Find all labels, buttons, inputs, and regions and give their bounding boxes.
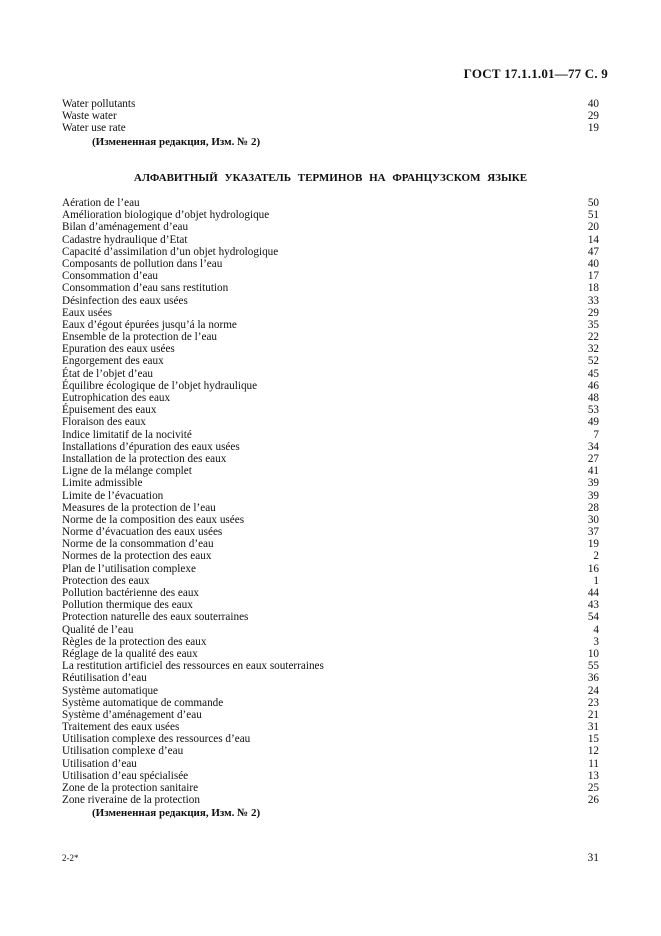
index-entry [62, 331, 599, 343]
entry-page-number: 53 [587, 404, 599, 417]
index-entry [62, 490, 599, 502]
entry-page-number: 39 [587, 489, 599, 502]
index-entry [62, 648, 599, 660]
entry-term: Protection naturelle des eaux souterraines [62, 611, 249, 624]
entry-page-number: 51 [587, 209, 599, 222]
entry-page-number: 20 [587, 221, 599, 234]
entry-page-number: 45 [587, 367, 599, 380]
index-entry [62, 307, 599, 319]
entry-term: Ligne de la mélange complet [62, 465, 192, 478]
index-entry [62, 380, 599, 392]
entry-term: Composants de pollution dans l’eau [62, 257, 223, 270]
index-entry [62, 770, 599, 782]
entry-page-number: 32 [587, 343, 599, 356]
index-entry [62, 624, 599, 636]
entry-page-number: 40 [587, 98, 599, 110]
entry-page-number: 25 [587, 782, 599, 794]
entry-term: Système automatique de commande [62, 696, 224, 709]
entry-page-number: 50 [587, 197, 599, 209]
index-entry [62, 611, 599, 623]
entry-page-number: 23 [587, 696, 599, 709]
entry-page-number: 3 [593, 635, 599, 648]
entry-term: Engorgement des eaux [62, 355, 164, 368]
entry-term: Limite admissible [62, 477, 143, 490]
entry-term: Capacité d’assimilation d’un objet hydrologique [62, 245, 279, 258]
index-entry [62, 721, 599, 733]
entry-term: Norme d’évacuation des eaux usées [62, 526, 223, 539]
french-term-index [62, 197, 599, 820]
entry-page-number: 10 [587, 647, 599, 660]
index-entry [62, 355, 599, 367]
entry-term: Norme de la consommation d’eau [62, 538, 214, 551]
entry-page-number: 37 [587, 526, 599, 539]
entry-page-number: 55 [587, 660, 599, 673]
index-entry [62, 221, 599, 233]
entry-page-number: 29 [587, 306, 599, 319]
index-entry [62, 122, 599, 134]
entry-page-number: 27 [587, 452, 599, 465]
entry-term: Amélioration biologique d’objet hydrologique [62, 209, 270, 222]
index-entry [62, 599, 599, 611]
entry-term: Système automatique [62, 684, 159, 697]
entry-page-number: 52 [587, 355, 599, 368]
entry-page-number: 7 [593, 428, 599, 441]
entry-term: Utilisation d’eau spécialisée [62, 769, 189, 782]
entry-term: Pollution thermique des eaux [62, 599, 193, 612]
entry-page-number: 47 [587, 245, 599, 258]
entry-term: Qualité de l’eau [62, 623, 134, 636]
index-entry [62, 758, 599, 770]
section-title: АЛФАВИТНЫЙ УКАЗАТЕЛЬ ТЕРМИНОВ НА ФРАНЦУЗСКОМ ЯЗЫКЕ [133, 172, 528, 184]
entry-page-number: 36 [587, 672, 599, 685]
index-entry [62, 526, 599, 538]
entry-term: Ensemble de la protection de l’eau [62, 331, 218, 344]
index-entry [62, 197, 599, 209]
index-entry [62, 429, 599, 441]
index-entry [62, 258, 599, 270]
index-entry [62, 685, 599, 697]
revision-note: (Измененная редакция, Изм. № 2) [92, 807, 261, 820]
index-entry [62, 368, 599, 380]
entry-page-number: 15 [587, 733, 599, 746]
entry-term: Eaux d’égout épurées jusqu’á la norme [62, 318, 237, 331]
index-entry [62, 782, 599, 794]
entry-term: Désinfection des eaux usées [62, 294, 188, 307]
entry-term: État de l’objet d’eau [62, 367, 154, 380]
entry-term: Waste water [62, 110, 117, 123]
page-header: ГОСТ 17.1.1.01—77 С. 9 [463, 66, 608, 81]
entry-term: Règles de la protection des eaux [62, 635, 207, 648]
index-entry [62, 209, 599, 221]
entry-page-number: 41 [587, 465, 599, 478]
entry-page-number: 18 [587, 282, 599, 295]
entry-term: Réglage de la qualité des eaux [62, 647, 198, 660]
entry-term: Consommation d’eau sans restitution [62, 282, 229, 295]
index-entry [62, 636, 599, 648]
entry-page-number: 43 [587, 599, 599, 612]
entry-page-number: 48 [587, 392, 599, 404]
entry-term: Eaux usées [62, 306, 113, 319]
entry-term: Measures de la protection de l’eau [62, 501, 216, 514]
entry-term: Installations d’épuration des eaux usées [62, 440, 240, 453]
entry-page-number: 11 [588, 757, 599, 770]
entry-page-number: 46 [587, 379, 599, 392]
index-entry [62, 502, 599, 514]
entry-page-number: 30 [587, 513, 599, 526]
entry-term: Réutilisation d’eau [62, 672, 147, 685]
index-entry [62, 514, 599, 526]
entry-page-number: 44 [587, 587, 599, 599]
index-entry [62, 563, 599, 575]
index-entry [62, 660, 599, 672]
entry-page-number: 2 [593, 550, 599, 563]
entry-page-number: 35 [587, 318, 599, 331]
entry-page-number: 16 [587, 562, 599, 575]
page-number: 31 [587, 852, 599, 864]
index-entry [62, 794, 599, 806]
index-entry [62, 709, 599, 721]
entry-term: Pollution bactérienne des eaux [62, 587, 200, 599]
entry-term: Épuisement des eaux [62, 404, 157, 417]
entry-term: Water pollutants [62, 98, 136, 110]
entry-term: Epuration des eaux usées [62, 343, 175, 356]
entry-term: Traitement des eaux usées [62, 721, 180, 734]
index-entry [62, 282, 599, 294]
entry-term: Limite de l’évacuation [62, 489, 164, 502]
index-entry [62, 246, 599, 258]
index-entry [62, 587, 599, 599]
entry-term: Indice limitatif de la nocivité [62, 428, 192, 441]
entry-term: Floraison des eaux [62, 416, 146, 429]
entry-page-number: 13 [587, 769, 599, 782]
entry-term: Eutrophication des eaux [62, 392, 171, 404]
entry-page-number: 24 [587, 684, 599, 697]
entry-term: Aération de l’eau [62, 197, 140, 209]
revision-note: (Измененная редакция, Изм. № 2) [92, 135, 261, 148]
entry-page-number: 39 [587, 477, 599, 490]
entry-page-number: 54 [587, 611, 599, 624]
entry-term: La restitution artificiel des ressources en eaux souterraines [62, 660, 324, 673]
index-entry [62, 441, 599, 453]
entry-term: Zone riveraine de la protection [62, 794, 200, 807]
index-entry [62, 697, 599, 709]
entry-page-number: 29 [587, 110, 599, 123]
entry-term: Équilibre écologique de l’objet hydraulique [62, 379, 258, 392]
index-entry [62, 319, 599, 331]
index-entry [62, 550, 599, 562]
entry-term: Norme de la composition des eaux usées [62, 513, 245, 526]
index-entry [62, 110, 599, 122]
entry-page-number: 12 [587, 745, 599, 758]
entry-page-number: 28 [587, 501, 599, 514]
index-entry [62, 234, 599, 246]
index-entry [62, 733, 599, 745]
entry-term: Cadastre hydraulique d’Etat [62, 233, 188, 246]
entry-term: Installation de la protection des eaux [62, 452, 227, 465]
entry-page-number: 49 [587, 416, 599, 429]
index-entry [62, 392, 599, 404]
entry-page-number: 33 [587, 294, 599, 307]
index-entry [62, 98, 599, 110]
entry-term: Water use rate [62, 122, 126, 135]
footer-sheet-mark: 2-2* [62, 853, 79, 863]
index-entry [62, 538, 599, 550]
entry-term: Utilisation complexe des ressources d’eau [62, 733, 251, 746]
index-entry [62, 465, 599, 477]
entry-page-number: 31 [587, 721, 599, 734]
index-entry [62, 672, 599, 684]
entry-term: Zone de la protection sanitaire [62, 782, 199, 794]
entry-term: Normes de la protection des eaux [62, 550, 212, 563]
entry-page-number: 17 [587, 270, 599, 283]
entry-page-number: 1 [593, 574, 599, 587]
entry-page-number: 19 [587, 122, 599, 135]
entry-term: Utilisation complexe d’eau [62, 745, 184, 758]
entry-term: Utilisation d’eau [62, 757, 137, 770]
index-entry [62, 295, 599, 307]
index-entry [62, 453, 599, 465]
index-entry [62, 745, 599, 757]
index-entry [62, 270, 599, 282]
index-entry [62, 477, 599, 489]
entry-term: Plan de l’utilisation complexe [62, 562, 196, 575]
index-entry [62, 343, 599, 355]
entry-page-number: 34 [587, 440, 599, 453]
entry-term: Consommation d’eau [62, 270, 159, 283]
entry-term: Protection des eaux [62, 574, 150, 587]
entry-page-number: 40 [587, 257, 599, 270]
entry-page-number: 19 [587, 538, 599, 551]
index-entry [62, 416, 599, 428]
entry-page-number: 14 [587, 233, 599, 246]
index-entry [62, 404, 599, 416]
entry-term: Bilan d’aménagement d’eau [62, 221, 189, 234]
entry-page-number: 26 [587, 794, 599, 807]
entry-page-number: 21 [587, 708, 599, 721]
entry-term: Système d’aménagement d’eau [62, 708, 202, 721]
entry-page-number: 22 [587, 331, 599, 344]
top-entry-list [62, 98, 599, 149]
index-entry [62, 575, 599, 587]
entry-page-number: 4 [593, 623, 599, 636]
